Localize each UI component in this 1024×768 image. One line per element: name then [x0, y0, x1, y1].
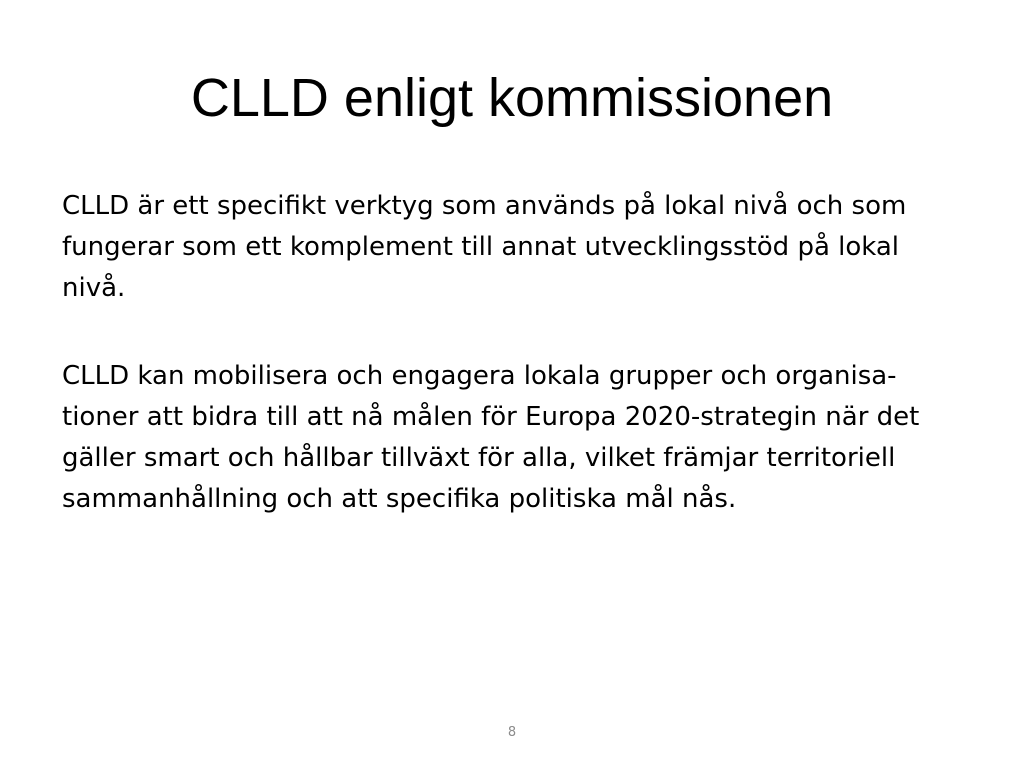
body-paragraph [62, 356, 972, 520]
paragraph-line: nivå. [62, 273, 126, 303]
paragraph-line: CLLD är ett specifikt verktyg som används på lokal nivå och som [62, 191, 907, 221]
paragraph-line: gäller smart och hållbar tillväxt för alla, vilket främjar territoriell [62, 443, 896, 473]
slide-title: CLLD enligt kommissionen [190, 68, 834, 128]
paragraph-line: tioner att bidra till att nå målen för Europa 2020-strategin när det [62, 402, 920, 432]
slide-body [62, 186, 972, 520]
paragraph-line: CLLD kan mobilisera och engagera lokala grupper och organisa- [62, 361, 897, 391]
paragraph-line: sammanhållning och att specifika politiska mål nås. [62, 484, 737, 514]
slide-number: 8 [507, 725, 517, 740]
body-paragraph [62, 186, 972, 309]
paragraph-line: fungerar som ett komplement till annat utvecklingsstöd på lokal [62, 232, 900, 262]
